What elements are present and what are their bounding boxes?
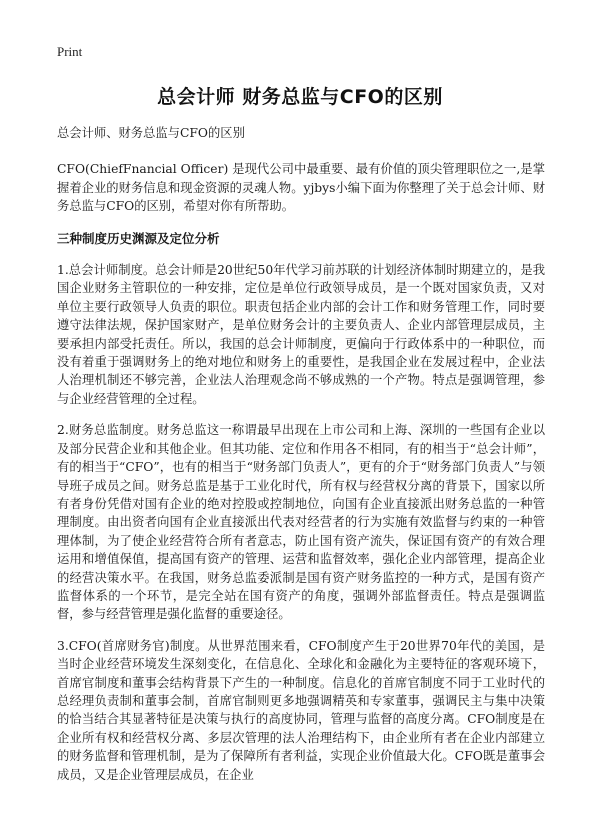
- paragraph-chief-accountant: 1.总会计师制度。总会计师是20世纪50年代学习前苏联的计划经济体制时期建立的，是我国企业财务主管职位的一种安排，定位是单位行政领导成员，是一个既对国家负责，又对单位主要行政领导人负责的职位。职责包括企业内部的会计工作和财务管理工作，同时要遵守法律法规，保护国家财产，是单位财务会计的主要负责人、企业内部管理层成员，主要承担内部受托责任。所以，我国的总会计师制度，更偏向于行政体系中的一种职位，而没有着重于强调财务上的绝对地位和财务上的重要性，是我国企业在发展过程中，企业法人治理机制还不够完善，企业法人治理观念尚不够成熟的一个产物。特点是强调管理，参与企业经营管理的全过程。: [57, 263, 545, 406]
- section-heading: 三种制度历史渊源及定位分析: [57, 230, 220, 246]
- paragraph-cfo: 3.CFO(首席财务官)制度。从世界范围来看，CFO制度产生于20世界70年代的美国，是当时企业经营环境发生深刻变化，在信息化、全球化和金融化为主要特征的客观环境下，首席官制度和董事会结构背景下产生的一种制度。信息化的首席官制度不同于工业时代的总经理负责制和董事会制，首席官制则更多地强调精英和专家董事，强调民主与集中决策的恰当结合其显著特征是决策与执行的高度协同，管理与监督的高度分离。CFO制度是在企业所有权和经营权分离、多层次管理的法人治理结构下，由企业所有者在企业内部建立的财务监督和管理机制，是为了保障所有者利益，实现企业价值最大化。CFO既是董事会成员，又是企业管理层成员，在企业: [57, 638, 545, 782]
- print-link[interactable]: Print: [57, 44, 83, 59]
- paragraph-finance-director: 2.财务总监制度。财务总监这一称谓最早出现在上市公司和上海、深圳的一些国有企业以及部分民营企业和其他企业。但其功能、定位和作用各不相同，有的相当于“总会计师”，有的相当于“CFO”，也有的相当于“财务部门负责人”，更有的介于“财务部门负责人”与领导班子成员之间。财务总监是基于工业化时代，所有权与经营权分离的背景下，国家以所有者身份凭借对国有企业的绝对控股或控制地位，向国有企业直接派出财务总监的一种管理制度。由出资者向国有企业直接派出代表对经营者的行为实施有效监督与约束的一种管理体制，为了使企业经营符合所有者意志，防止国有资产流失，保证国有资产的有效合理运用和增值保值，提高国有资产的管理、运营和监督效率，强化企业内部管理，提高企业的经营决策水平。在我国，财务总监委派制是国有资产财务监控的一种方式，是国有资产监督体系的一个环节，是完全站在国有资产的角度，强调外部监督责任。特点是强调监督，参与经营管理是强化监督的重要途径。: [57, 423, 545, 622]
- document-body: [57, 124, 545, 797]
- document-subtitle: 总会计师、财务总监与CFO的区别: [57, 126, 245, 140]
- document-title: 总会计师 财务总监与CFO的区别: [157, 86, 443, 108]
- intro-paragraph: CFO(ChiefFnancial Officer) 是现代公司中最重要、最有价值的顶尖管理职位之一,是掌握着企业的财务信息和现金资源的灵魂人物。yjbys小编下面为你整理了关于总会计师、财务总监与CFO的区别，希望对你有所帮助。: [57, 162, 545, 214]
